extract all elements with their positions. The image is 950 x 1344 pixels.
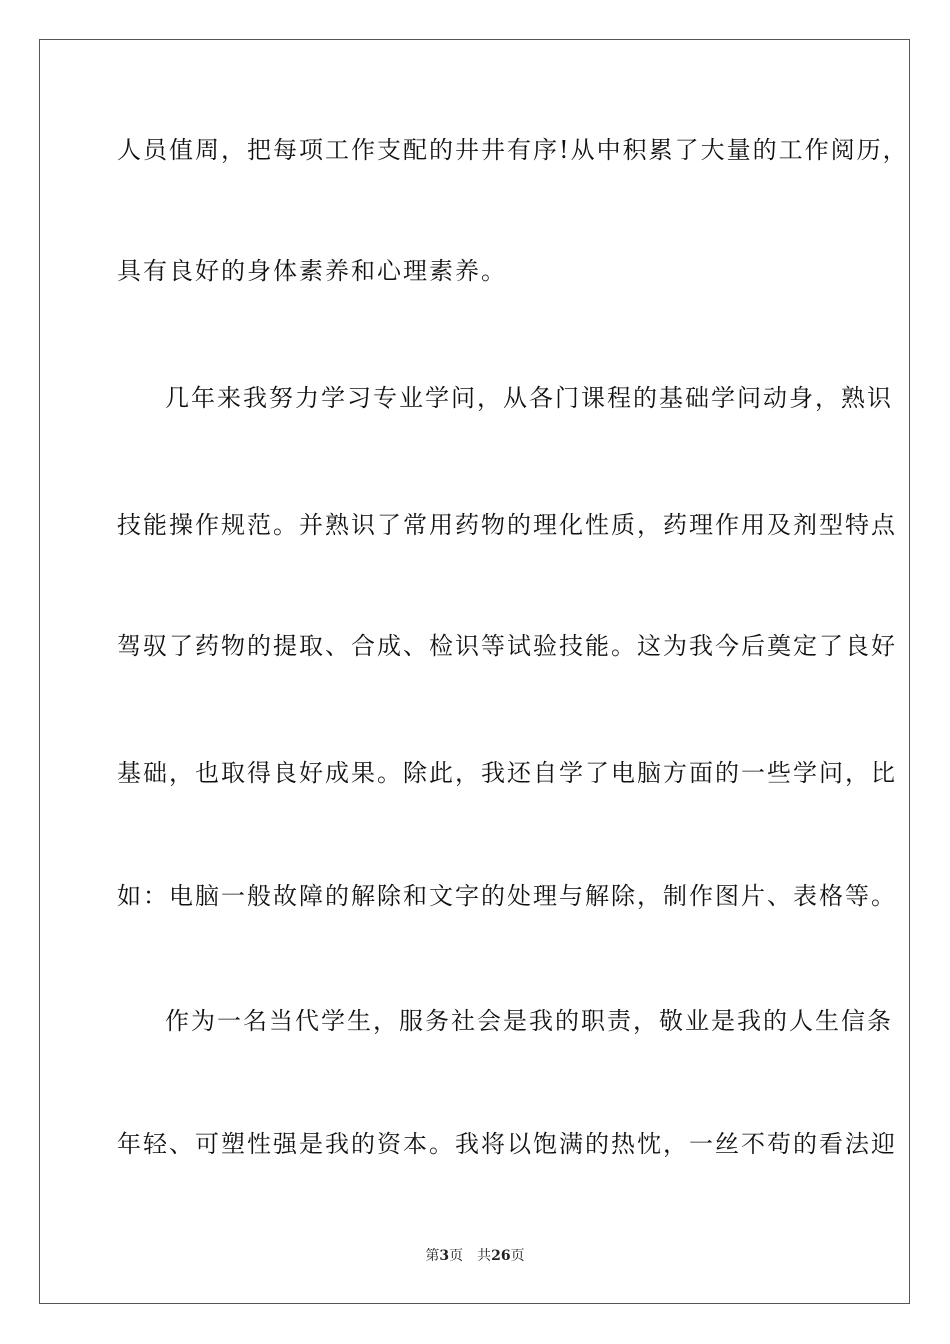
body-line-2: 具有良好的身体素养和心理素养。: [117, 257, 507, 285]
total-prefix: 共: [477, 1248, 492, 1264]
body-line-5: 驾驭了药物的提取、合成、检识等试验技能。这为我今后奠定了良好: [117, 632, 897, 660]
total-pages: 26: [491, 1248, 511, 1264]
page-prefix: 第: [425, 1248, 440, 1264]
page-number: 3: [439, 1248, 450, 1264]
body-line-8: 作为一名当代学生，服务社会是我的职责，敬业是我的人生信条: [165, 1007, 893, 1035]
body-line-3: 几年来我努力学习专业学问，从各门课程的基础学问动身，熟识: [165, 384, 893, 412]
body-line-9: 年轻、可塑性强是我的资本。我将以饱满的热忱，一丝不苟的看法迎: [117, 1130, 897, 1158]
page-suffix: 页: [449, 1248, 464, 1264]
body-line-7: 如：电脑一般故障的解除和文字的处理与解除，制作图片、表格等。: [117, 882, 897, 910]
body-line-6: 基础，也取得良好成果。除此，我还自学了电脑方面的一些学问，比: [117, 759, 897, 787]
page-border: [39, 39, 910, 1304]
page-footer: [0, 1246, 950, 1266]
total-suffix: 页: [510, 1248, 525, 1264]
body-line-4: 技能操作规范。并熟识了常用药物的理化性质，药理作用及剂型特点: [117, 511, 897, 539]
body-line-1: 人员值周，把每项工作支配的井井有序!从中积累了大量的工作阅历，: [117, 136, 909, 164]
